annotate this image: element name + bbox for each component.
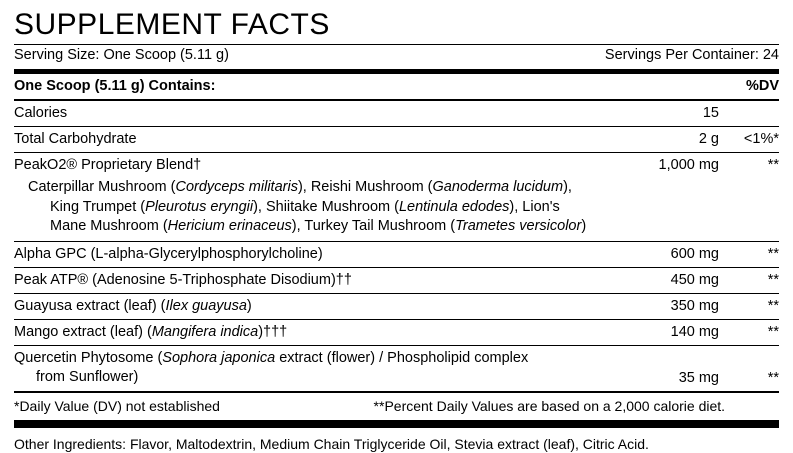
blend-text: ), Shiitake Mushroom (	[253, 198, 399, 215]
row-name-species: Sophora japonica	[162, 349, 276, 366]
serving-info-row	[14, 45, 779, 69]
blend-species: Hericium erinaceus	[167, 218, 292, 234]
row-name-text: Quercetin Phytosome (	[14, 349, 163, 366]
row-name-species: Mangifera indica	[151, 323, 259, 340]
blend-species: Ganoderma lucidum	[432, 179, 564, 195]
row-name	[14, 297, 599, 316]
row-amount: 140 mg	[670, 323, 719, 340]
row-dv: **	[767, 369, 779, 386]
row-name-line2: from Sunflower)	[36, 369, 139, 385]
blend-species: Lentinula edodes	[398, 198, 510, 215]
table-row	[14, 268, 779, 293]
blend-text: ), Reishi Mushroom (	[297, 179, 433, 195]
footnote-percent-dv: **Percent Daily Values are based on a 2,000 calorie diet.	[373, 397, 726, 414]
row-amount: 2 g	[698, 131, 719, 147]
row-name	[14, 323, 599, 342]
row-name: Calories	[14, 105, 68, 121]
table-header-row	[14, 74, 779, 99]
servings-per-container: Servings Per Container: 24	[604, 47, 779, 63]
panel-title: SUPPLEMENT FACTS	[14, 8, 330, 41]
blend-species: Cordyceps militaris	[175, 179, 298, 195]
blend-text: ),	[563, 179, 572, 195]
row-dv: **	[767, 323, 779, 340]
blend-text: ), Turkey Tail Mushroom (	[291, 218, 456, 234]
row-amount: 600 mg	[670, 245, 719, 262]
blend-line	[28, 178, 779, 198]
row-dv: **	[767, 297, 779, 314]
table-row	[14, 127, 779, 152]
row-name-text: Mango extract (leaf) (	[14, 323, 152, 340]
table-row	[14, 242, 779, 267]
blend-text: Mane Mushroom (	[50, 218, 168, 234]
footnote-daily-value: *Daily Value (DV) not established	[14, 397, 220, 414]
blend-species: Pleurotus eryngii	[145, 198, 254, 215]
row-amount: 15	[702, 105, 719, 121]
row-dv: **	[767, 157, 779, 173]
row-name-line1	[14, 349, 591, 369]
table-row	[14, 101, 779, 126]
row-dv: **	[767, 271, 779, 288]
divider-bottom-bar	[14, 420, 779, 428]
row-name-text: )	[246, 297, 252, 314]
blend-text: Caterpillar Mushroom (	[28, 179, 176, 195]
table-row	[14, 320, 779, 345]
blend-line	[28, 198, 779, 218]
blend-text: )	[581, 218, 587, 234]
row-name: Alpha GPC (L-alpha-Glycerylphosphorylcholine)	[14, 245, 323, 262]
row-amount: 450 mg	[670, 271, 719, 288]
row-name-text: extract (flower) / Phospholipid complex	[275, 349, 529, 366]
row-name: PeakO2® Proprietary Blend†	[14, 157, 202, 173]
row-amount: 350 mg	[670, 297, 719, 314]
blend-species: Trametes versicolor	[455, 218, 582, 234]
row-name-text: )†††	[258, 323, 288, 340]
row-name: Total Carbohydrate	[14, 131, 137, 147]
row-dv: **	[767, 245, 779, 262]
blend-ingredient-list	[14, 178, 779, 241]
header-dv-label: %DV	[745, 78, 779, 94]
row-name-species: Ilex guayusa	[165, 297, 247, 314]
row-name-text: Guayusa extract (leaf) (	[14, 297, 166, 314]
blend-text: ), Lion's	[509, 198, 560, 215]
row-dv: <1%*	[743, 131, 779, 147]
row-amount: 1,000 mg	[658, 157, 719, 173]
serving-size: Serving Size: One Scoop (5.11 g)	[14, 47, 229, 63]
header-contains-label: One Scoop (5.11 g) Contains:	[14, 78, 216, 94]
row-name	[14, 349, 599, 388]
blend-text: King Trumpet (	[50, 198, 146, 215]
footnotes-row	[14, 393, 779, 420]
table-row	[14, 153, 779, 178]
row-name: Peak ATP® (Adenosine 5-Triphosphate Disodium)††	[14, 271, 352, 288]
table-row	[14, 346, 779, 391]
table-row	[14, 294, 779, 319]
other-ingredients: Other Ingredients: Flavor, Maltodextrin, Medium Chain Triglyceride Oil, Stevia extract (leaf), Citric Acid.	[14, 435, 649, 452]
blend-line	[28, 217, 779, 237]
row-amount: 35 mg	[678, 369, 719, 386]
